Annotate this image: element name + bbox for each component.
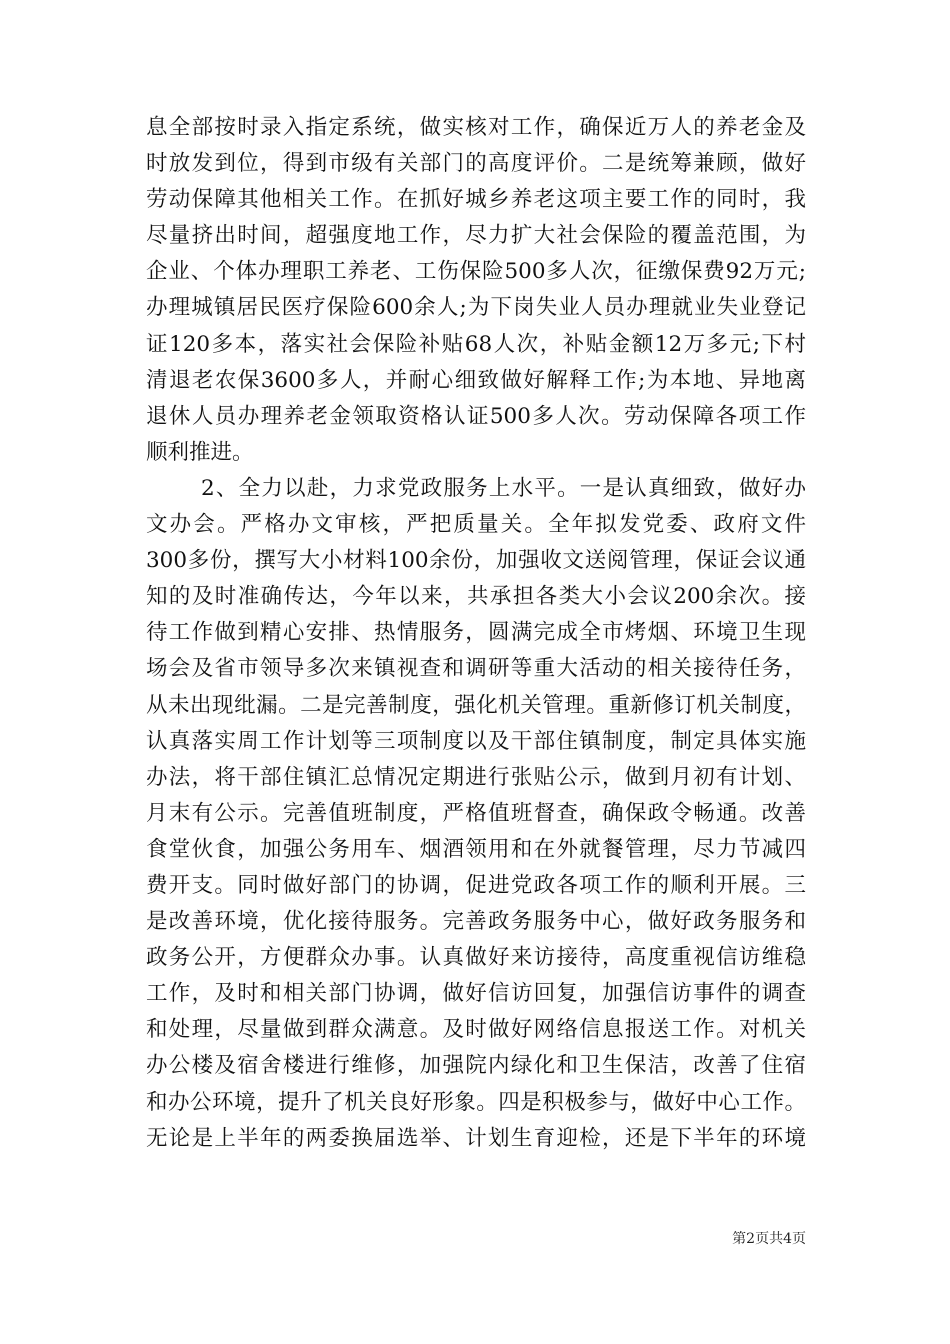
text-line: 食堂伙食，加强公务用车、烟酒领用和在外就餐管理，尽力节减四 — [146, 836, 806, 862]
text-line: 无论是上半年的两委换届选举、计划生育迎检，还是下半年的环境 — [146, 1125, 806, 1151]
text-line: 是改善环境，优化接待服务。完善政务服务中心，做好政务服务和 — [146, 909, 806, 935]
text-line: 2、全力以赴，力求党政服务上水平。一是认真细致，做好办 — [201, 475, 806, 501]
text-line: 顺利推进。 — [146, 439, 254, 465]
text-line: 从未出现纰漏。二是完善制度，强化机关管理。重新修订机关制度， — [146, 692, 806, 718]
text-line: 知的及时准确传达，今年以来，共承担各类大小会议200余次。接 — [146, 584, 806, 610]
text-line: 退休人员办理养老金领取资格认证500多人次。劳动保障各项工作 — [146, 403, 806, 429]
text-line: 尽量挤出时间，超强度地工作，尽力扩大社会保险的覆盖范围，为 — [146, 223, 806, 249]
text-line: 办公楼及宿舍楼进行维修，加强院内绿化和卫生保洁，改善了住宿 — [146, 1053, 806, 1079]
text-line: 政务公开，方便群众办事。认真做好来访接待，高度重视信访维稳 — [146, 945, 806, 971]
text-line: 证120多本，落实社会保险补贴68人次，补贴金额12万多元;下村 — [146, 331, 806, 357]
text-line: 300多份，撰写大小材料100余份，加强收文送阅管理，保证会议通 — [146, 548, 806, 574]
text-line: 待工作做到精心安排、热情服务，圆满完成全市烤烟、环境卫生现 — [146, 620, 806, 646]
text-line: 清退老农保3600多人，并耐心细致做好解释工作;为本地、异地离 — [146, 367, 806, 393]
text-line: 场会及省市领导多次来镇视查和调研等重大活动的相关接待任务， — [146, 656, 806, 682]
text-line: 办理城镇居民医疗保险600余人;为下岗失业人员办理就业失业登记 — [146, 295, 806, 321]
text-line: 文办会。严格办文审核，严把质量关。全年拟发党委、政府文件 — [146, 512, 806, 538]
text-line: 和办公环境，提升了机关良好形象。四是积极参与，做好中心工作。 — [146, 1089, 806, 1115]
text-line: 劳动保障其他相关工作。在抓好城乡养老这项主要工作的同时，我 — [146, 187, 806, 213]
text-line: 认真落实周工作计划等三项制度以及干部住镇制度，制定具体实施 — [146, 728, 806, 754]
text-line: 工作，及时和相关部门协调，做好信访回复，加强信访事件的调查 — [146, 981, 806, 1007]
text-line: 息全部按时录入指定系统，做实核对工作，确保近万人的养老金及 — [146, 115, 806, 140]
text-line: 办法，将干部住镇汇总情况定期进行张贴公示，做到月初有计划、 — [146, 764, 806, 790]
page-number-footer: 第2页共4页 — [732, 1231, 806, 1247]
text-line: 企业、个体办理职工养老、工伤保险500多人次，征缴保费92万元; — [146, 259, 806, 285]
text-line: 时放发到位，得到市级有关部门的高度评价。二是统筹兼顾，做好 — [146, 151, 806, 177]
text-line: 费开支。同时做好部门的协调，促进党政各项工作的顺利开展。三 — [146, 872, 806, 898]
text-line: 和处理，尽量做到群众满意。及时做好网络信息报送工作。对机关 — [146, 1017, 806, 1043]
text-line: 月末有公示。完善值班制度，严格值班督查，确保政令畅通。改善 — [146, 800, 806, 826]
document-body — [146, 110, 806, 1157]
